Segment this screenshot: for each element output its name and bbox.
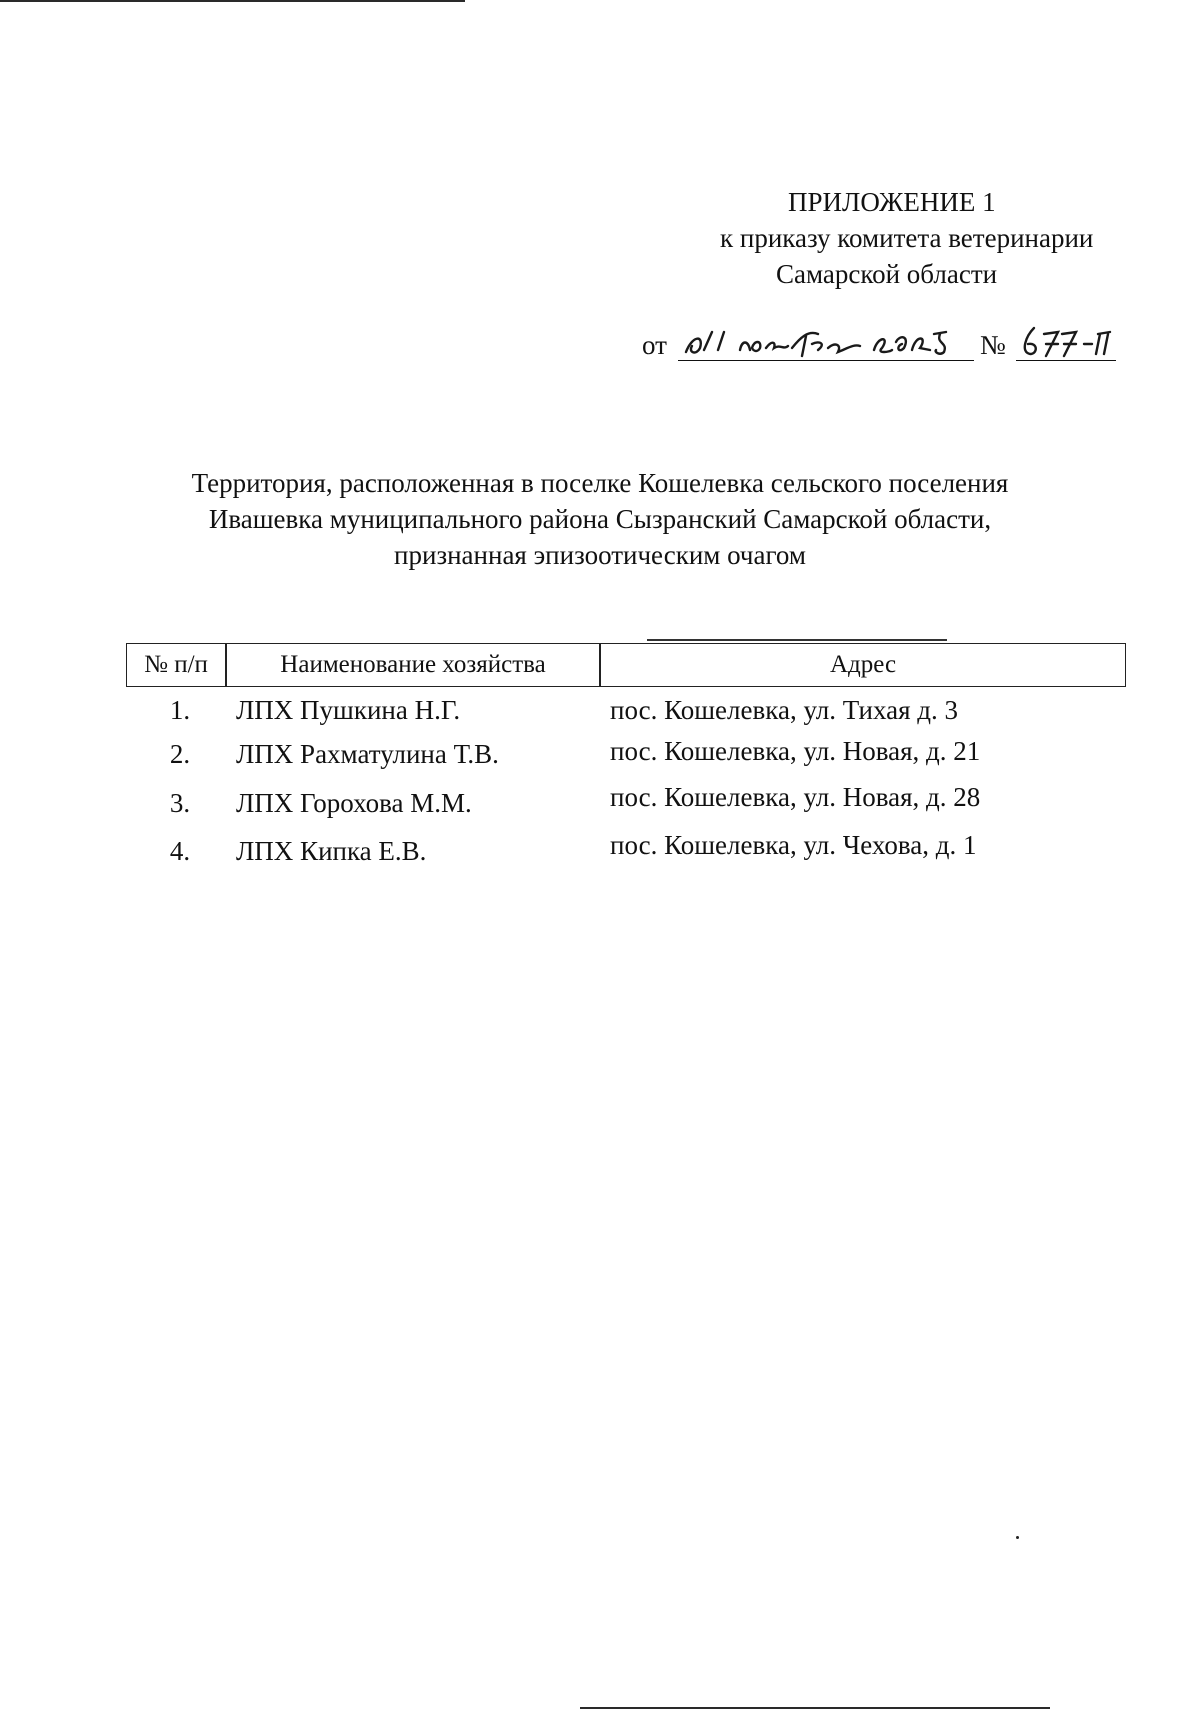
handwritten-date-signature <box>678 322 974 360</box>
row-farm-name: ЛПХ Пушкина Н.Г. <box>236 695 461 725</box>
scan-edge-top <box>0 0 465 2</box>
order-number-label: № <box>980 330 1006 360</box>
table-row <box>0 782 1200 822</box>
appendix-title: ПРИЛОЖЕНИЕ 1 <box>788 187 996 217</box>
row-farm-name: ЛПХ Рахматулина Т.В. <box>236 739 499 769</box>
row-number: 1. <box>169 695 191 725</box>
header-number: № п/п <box>144 651 208 678</box>
row-address: пос. Кошелевка, ул. Чехова, д. 1 <box>610 830 977 860</box>
table-row <box>0 830 1200 870</box>
table-row <box>0 736 1200 776</box>
row-number: 2. <box>169 739 191 769</box>
row-farm-name: ЛПХ Горохова М.М. <box>236 788 472 818</box>
row-address: пос. Кошелевка, ул. Новая, д. 21 <box>610 736 981 766</box>
appendix-line-order: к приказу комитета ветеринарии <box>720 223 1094 253</box>
row-farm-name: ЛПХ Кипка Е.В. <box>236 836 427 866</box>
heading-line-1: Территория, расположенная в поселке Кошелевка сельского поселения <box>191 468 1009 498</box>
row-address: пос. Кошелевка, ул. Тихая д. 3 <box>610 695 959 725</box>
row-number: 3. <box>169 788 191 818</box>
scan-edge-bottom <box>580 1707 1050 1709</box>
order-reference <box>642 322 1122 366</box>
document-heading <box>0 465 1200 573</box>
scan-line-mark <box>647 639 947 641</box>
appendix-line-region: Самарской области <box>776 259 998 289</box>
order-number-handwritten <box>1016 322 1116 361</box>
appendix-header <box>680 184 1120 292</box>
row-address: пос. Кошелевка, ул. Новая, д. 28 <box>610 782 981 812</box>
heading-line-3: признанная эпизоотическим очагом <box>394 540 806 570</box>
order-date-handwritten <box>678 322 974 361</box>
table-header <box>126 643 1126 687</box>
order-from-label: от <box>642 330 667 360</box>
heading-line-2: Ивашевка муниципального района Сызранский Самарской области, <box>208 504 992 534</box>
row-number: 4. <box>169 836 191 866</box>
table-row <box>0 695 1200 735</box>
header-farm-name: Наименование хозяйства <box>280 651 546 678</box>
header-address: Адрес <box>829 651 897 678</box>
handwritten-number-signature <box>1016 322 1116 360</box>
scan-speck <box>1016 1536 1019 1539</box>
